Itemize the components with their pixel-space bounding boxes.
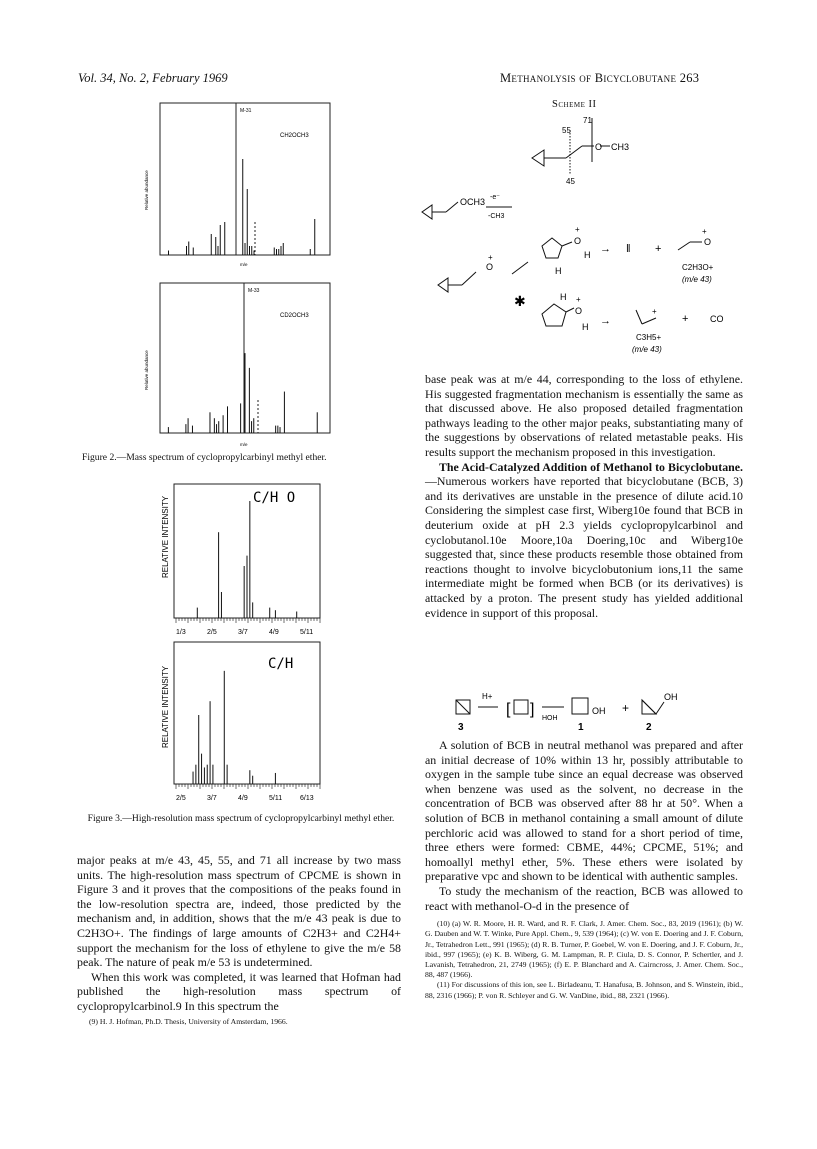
fig2-top-ylabel: Relative abundance xyxy=(144,170,149,210)
figure-2 xyxy=(140,100,340,460)
right-paragraph-2-body: —Numerous workers have reported that bicyclobutane (BCB, 3) and its derivatives are unstable in the presence of dilute acid.10 Considering the simplest case first, Wiberg10e found that BCB in deuterium oxide at pH 2.3 yields cyclopropylcarbinol and cyclobutanol.10e Moore,10a Doering,10c and Wiberg10e suggested that, since these products resemble those obtained from reactions thought to involve bicyclobutonium ions,11 the same intermediate might be formed when BCB (or its derivatives) is attacked by a proton. The present study has yielded additional evidence in support of this proposal. xyxy=(425,474,743,620)
footnote-11: (11) For discussions of this ion, see L. Birladeanu, T. Hanafusa, B. Johnson, and S. Winstein, ibid., 88, 2316 (1966); P. von R. Schleyer and G. W. VanDine, ibid., 88, 2321 (1966). xyxy=(425,980,743,1000)
tick-label: 5/11 xyxy=(300,629,314,636)
fig3-top-ticks xyxy=(176,618,320,636)
scheme-acylium-plus: + xyxy=(702,227,707,236)
scheme-lower-plus: + xyxy=(576,295,581,304)
figure-3-caption: Figure 3.—High-resolution mass spectrum of cyclopropylcarbinyl methyl ether. xyxy=(87,813,395,824)
figure-3 xyxy=(158,478,328,808)
scheme-allyl-plus: + xyxy=(652,307,657,316)
figure-2-caption: Figure 2.—Mass spectrum of cyclopropylcarbinyl methyl ether. xyxy=(82,452,327,463)
fig3-bottom-bars xyxy=(193,671,275,784)
footnote-10: (10) (a) W. R. Moore, H. R. Ward, and R. F. Clark, J. Amer. Chem. Soc., 83, 2019 (1961); (b) W. G. Dauben and W. T. Winke, Pure Appl. Chem., 9, 539 (1964); (c) W. von E. Doering and J. F. Coburn, Jr., Tetrahedron Lett., 991 (1965); (d) R. B. Turner, P. Goebel, W. von E. Doering, and J. F. Coburn, Jr., ibid., 997 (1965); (e) K. B. Wiberg, G. M. Lampman, R. P. Ciula, D. S. Connor, P. Schertler, and J. Lavanish, Tetrahedron, 21, 2749 (1965); (f) E. P. Blanchard and A. Cairncross, J. Amer. Chem. Soc., 88, 487 (1966). xyxy=(425,919,743,980)
scheme-title: Scheme II xyxy=(552,99,597,110)
fig2-bottom-formula: CD2OCH3 xyxy=(280,313,309,319)
scheme-acylium-o: O xyxy=(704,237,712,247)
scheme-product2: C3H5+ xyxy=(636,333,662,342)
scheme-minus-e: -e⁻ xyxy=(490,194,500,201)
scheme-reactant xyxy=(422,202,458,219)
eq-h-plus: H+ xyxy=(482,692,493,701)
fig3-top-label: C/H O xyxy=(253,490,296,506)
scheme-product1-sub: (m/e 43) xyxy=(682,275,712,284)
figure-3-svg xyxy=(158,478,328,808)
scheme-n55: 55 xyxy=(562,126,571,135)
fig3-top-bars xyxy=(197,501,296,618)
left-paragraph-2: When this work was completed, it was learned that Hofman had published the high-resolution mass spectrum of cyclopropylcarbinol.9 In this spectrum the xyxy=(77,969,401,1013)
scheme-lower-plus-sign: + xyxy=(682,313,689,325)
scheme-acylium xyxy=(678,242,702,250)
svg-text:]: ] xyxy=(530,701,535,718)
fig2-top-bars xyxy=(169,159,315,255)
scheme-upper-plus: + xyxy=(575,225,580,234)
scheme-upper-h2: H xyxy=(555,266,562,276)
scheme-lower-h2: H xyxy=(582,322,589,332)
right-paragraph-3: A solution of BCB in neutral methanol was prepared and after an initial decrease of 10% within 13 hr, possibly attributable to oxygen in the sample tube since an equal decrease was observed when benzene was used as the solvent, no decrease in the concentration of BCB was observed after 88 hr at 50°. When a solution of BCB in methanol containing a small amount of dilute perchloric acid was allowed to stand for a short period of time, three ethers were formed: CBME, 44%; CPCME, 51%; and homoallyl methyl ether, 5%. These ethers were isolated by preparative vpc and shown to be identical with authentic samples. xyxy=(425,738,743,884)
eq-plus: + xyxy=(622,701,630,715)
scheme-lower-h: H xyxy=(560,292,567,302)
scheme-upper-o: O xyxy=(574,236,582,246)
scheme-o-mid: O xyxy=(486,262,494,272)
fig2-top-xlabel: m/e xyxy=(240,262,248,267)
tick-label: 4/9 xyxy=(238,795,248,802)
eq-label-3: 3 xyxy=(458,722,464,732)
tick-label: 2/5 xyxy=(176,795,186,802)
scheme-ch3: CH3 xyxy=(611,142,630,152)
reaction-equation xyxy=(450,690,740,732)
scheme-ethylene: ‖ xyxy=(626,243,631,255)
fig2-top-formula: CH2OCH3 xyxy=(280,133,309,139)
scheme-n71: 71 xyxy=(583,116,592,125)
fig2-top-peak-label: M-31 xyxy=(240,108,252,114)
scheme-ii xyxy=(420,110,750,370)
scheme-och3: OCH3 xyxy=(460,197,486,207)
tick-label: 3/7 xyxy=(207,795,217,802)
tick-label: 3/7 xyxy=(238,629,248,636)
scheme-upper-plus-sign: + xyxy=(655,243,662,255)
right-paragraph-2 xyxy=(425,460,743,621)
tick-label: 1/3 xyxy=(176,629,186,636)
scheme-plus-mid: + xyxy=(488,253,493,262)
eq-oh-2: OH xyxy=(664,692,678,702)
fig2-top-frame xyxy=(160,103,330,255)
scheme-upper-h: H xyxy=(584,250,591,260)
left-paragraph-1: major peaks at m/e 43, 45, 55, and 71 all increase by two mass units. The high-resolution mass spectrum of CPCME is shown in Figure 3 and it proves that the compositions of the peaks found in the low-resolution spectra are, indeed, those predicted by the mechanism and, in addition, shows that the m/e 43 peak is due to C2H3O+. The findings of large amounts of C2H3+ and C2H4+ support the mechanism for the loss of ethylene to give the m/e 58 peak. The nature of peak m/e 53 is undetermined. xyxy=(77,853,401,970)
eq-label-2: 2 xyxy=(646,722,652,732)
figure-2-svg xyxy=(140,100,340,460)
fig3-bottom-ylabel: RELATIVE INTENSITY xyxy=(161,665,170,748)
fig3-top-ylabel: RELATIVE INTENSITY xyxy=(161,495,170,578)
fig3-bottom-ticks xyxy=(176,784,320,802)
left-column xyxy=(77,853,401,1027)
scheme-arrow-up xyxy=(512,262,528,274)
scheme-lower-arrow: → xyxy=(600,315,611,327)
running-header-right: Methanolysis of Bicyclobutane 263 xyxy=(500,71,700,85)
running-header-left: Vol. 34, No. 2, February 1969 xyxy=(78,71,228,85)
scheme-o-top: O xyxy=(595,142,603,152)
scheme-upper-ring xyxy=(542,238,572,258)
right-column-top xyxy=(425,372,743,620)
fig3-bottom-label: C/H xyxy=(268,656,294,672)
scheme-minus-ch3: -CH3 xyxy=(488,213,505,220)
tick-label: 2/5 xyxy=(207,629,217,636)
fig3-bottom-frame xyxy=(174,642,320,784)
fig2-bottom-bars xyxy=(168,353,317,433)
scheme-product1: C2H3O+ xyxy=(682,263,714,272)
scheme-lower-o: O xyxy=(575,306,583,316)
fig2-bottom-xlabel: m/e xyxy=(240,442,248,447)
scheme-intermediate xyxy=(438,272,476,292)
scheme-lower-ring xyxy=(542,304,574,326)
footnote-9: (9) H. J. Hofman, Ph.D. Thesis, University of Amsterdam, 1966. xyxy=(89,1016,288,1026)
fig2-bottom-ylabel: Relative abundance xyxy=(144,350,149,390)
right-column-bottom xyxy=(425,738,743,1001)
scheme-upper-arrow: → xyxy=(600,243,611,255)
scheme-co: CO xyxy=(710,314,724,324)
fig2-bottom-peak-label: M-33 xyxy=(248,288,260,294)
right-paragraph-4: To study the mechanism of the reaction, BCB was allowed to react with methanol-O-d in the presence of xyxy=(425,883,743,913)
scheme-n45: 45 xyxy=(566,177,575,186)
eq-label-1: 1 xyxy=(578,722,584,732)
eq-hoh: HOH xyxy=(542,715,558,722)
tick-label: 6/13 xyxy=(300,795,314,802)
tick-label: 4/9 xyxy=(269,629,279,636)
eq-bracket: [ xyxy=(506,701,511,718)
scheme-cross: ✱ xyxy=(514,293,526,309)
scheme-product2-sub: (m/e 43) xyxy=(632,345,662,354)
section-heading: The Acid-Catalyzed Addition of Methanol to Bicyclobutane. xyxy=(439,459,743,474)
eq-oh-1: OH xyxy=(592,706,606,716)
right-paragraph-1: base peak was at m/e 44, corresponding to the loss of ethylene. His suggested fragmentation mechanism is essentially the same as that discussed above. He also proposed detailed fragmentation pathways leading to the other major peaks, substantiating many of the suggestions by observations of related metastable peaks. His results support the mechanism proposed in this investigation. xyxy=(425,372,743,459)
tick-label: 5/11 xyxy=(269,795,283,802)
